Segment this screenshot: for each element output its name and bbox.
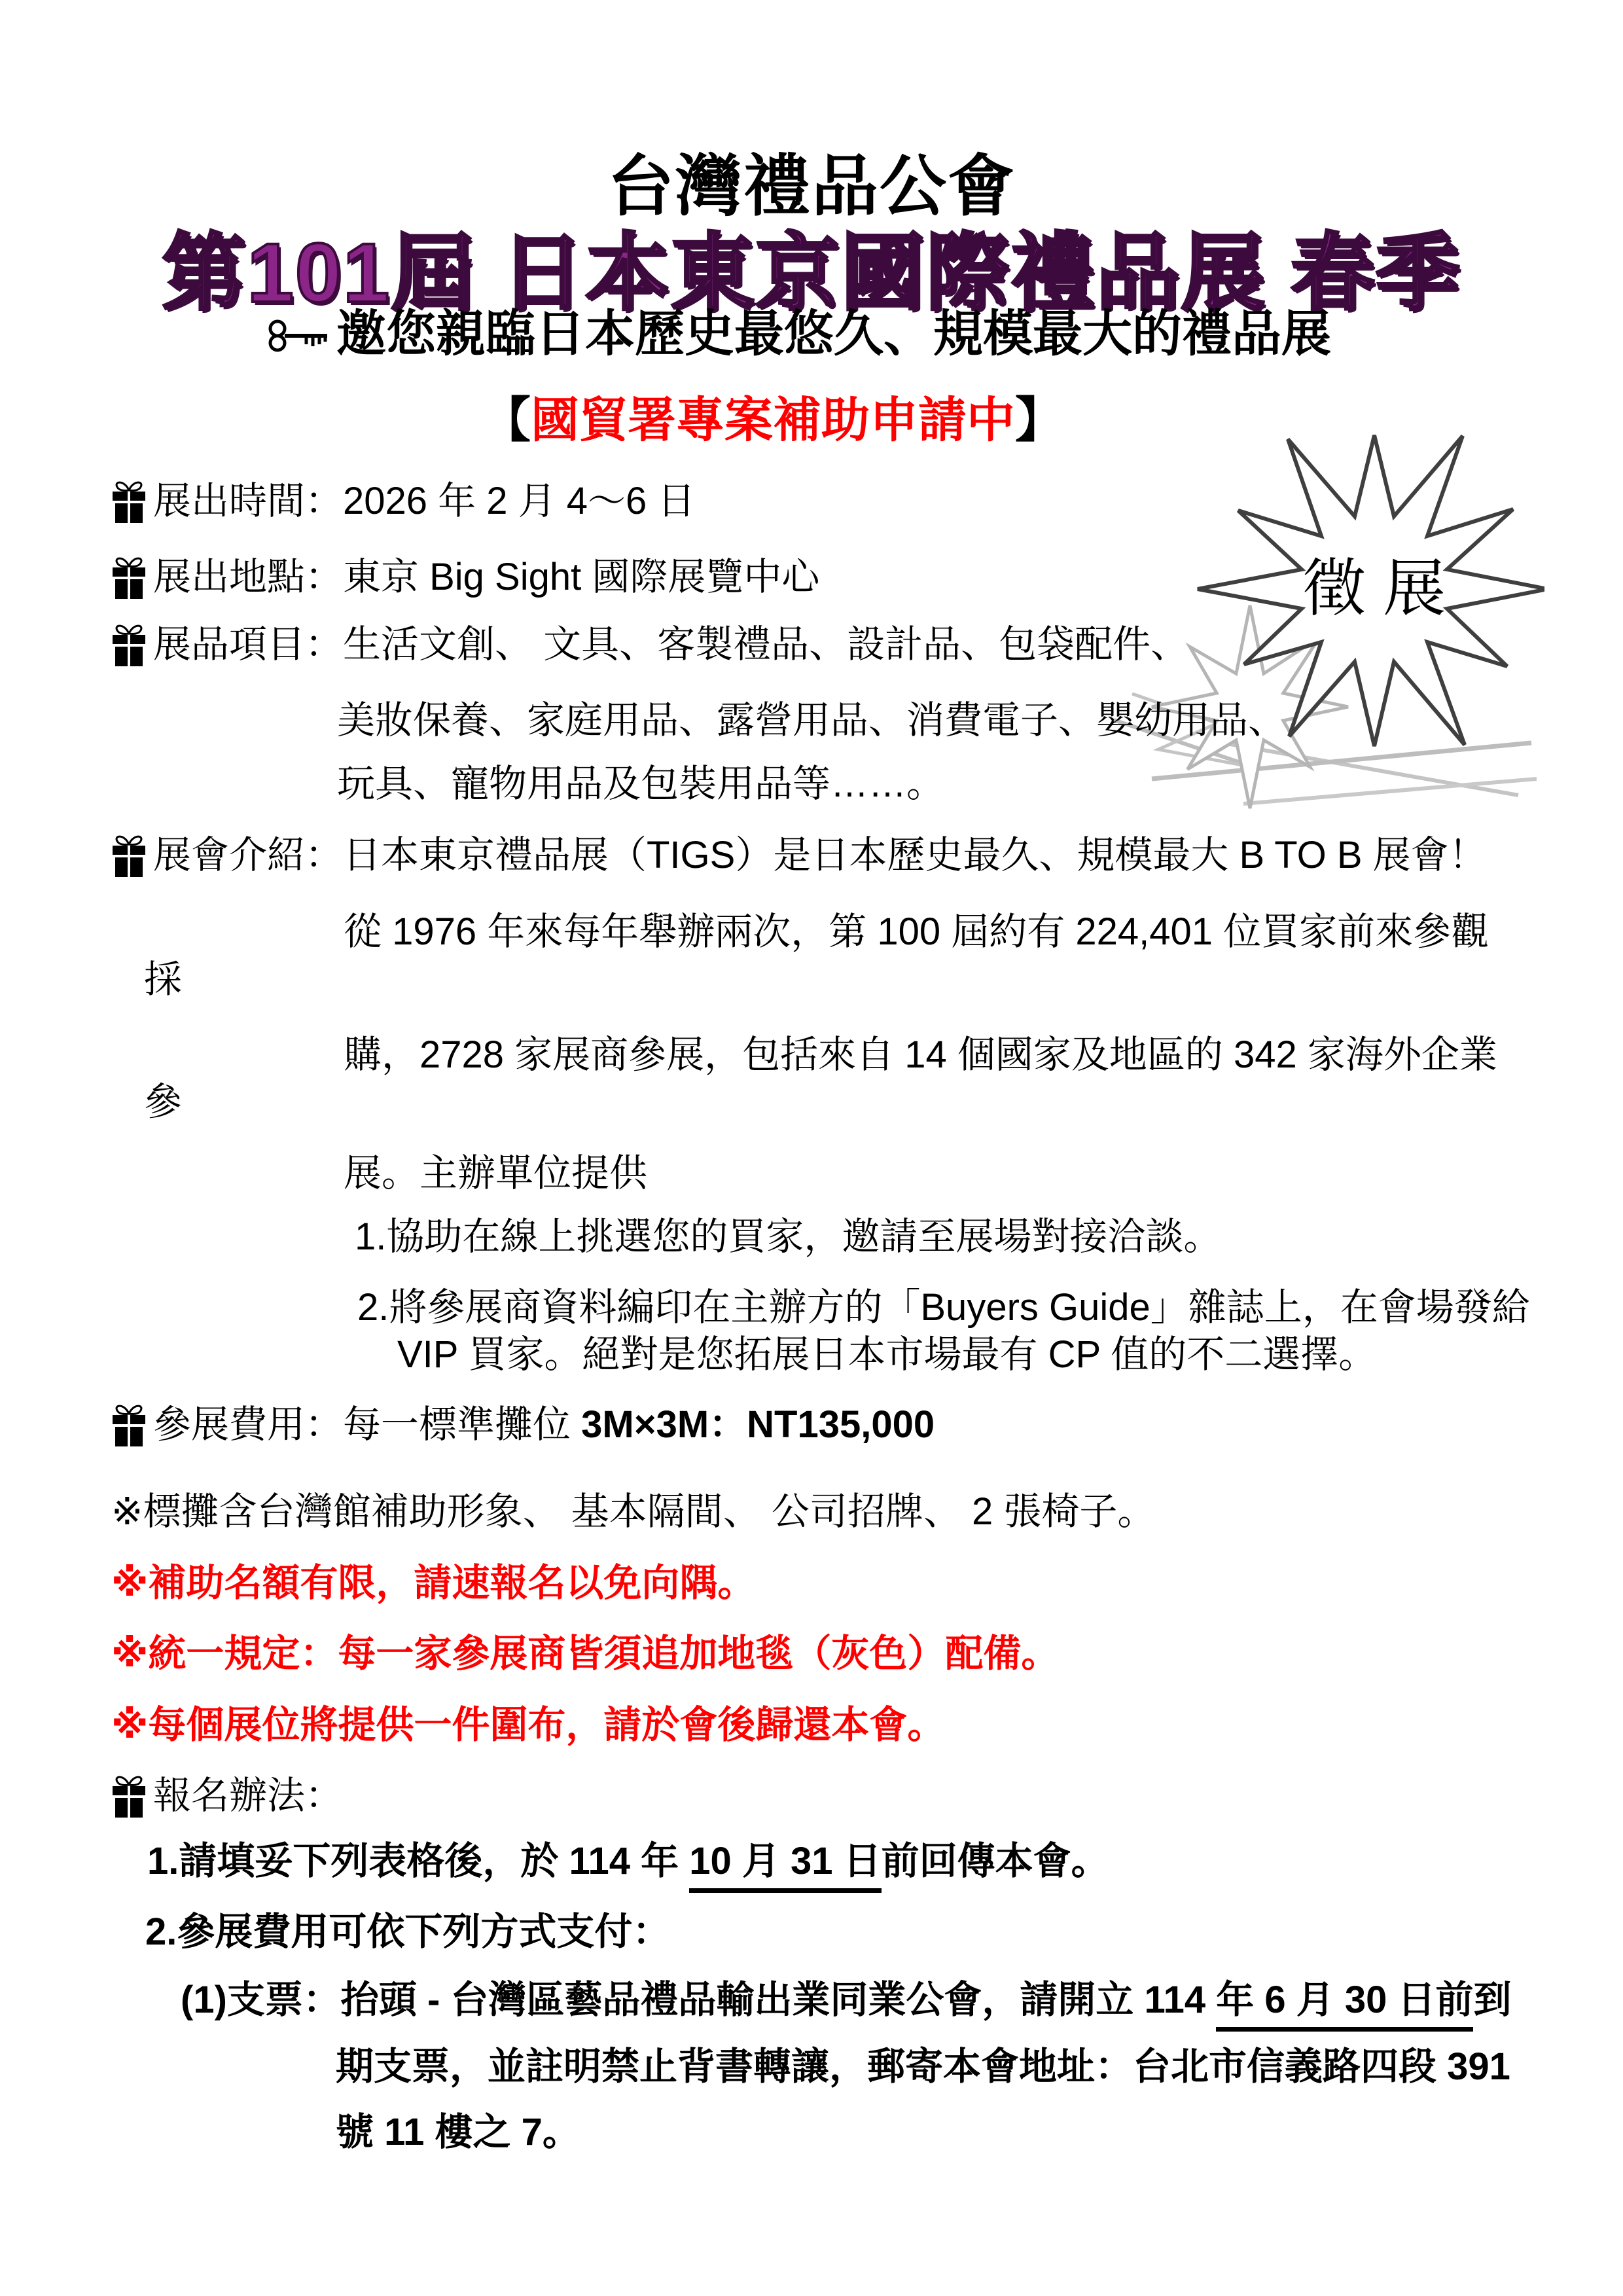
organizer-point-2b: VIP 買家。絕對是您拓展日本市場最有 CP 值的不二選擇。 xyxy=(397,1333,1377,1376)
gift-icon xyxy=(111,554,147,600)
payment-check-line1 xyxy=(181,1975,1511,2025)
subsidy-banner xyxy=(482,393,1063,448)
call-for-exhibitors-badge xyxy=(1113,412,1544,818)
signup-step-2: 2.參展費用可依下列方式支付： xyxy=(145,1910,671,1953)
signup-label-line xyxy=(111,1771,343,1821)
payment-check-post: 到 xyxy=(1473,1979,1512,2021)
payment-check-line2: 期支票，並註明禁止背書轉讓，郵寄本會地址：台北市信義路四段 391 xyxy=(336,2045,1510,2088)
payment-check-line3: 號 11 樓之 7。 xyxy=(336,2111,580,2153)
gift-icon xyxy=(111,478,147,524)
banner-close-bracket: 】 xyxy=(1015,393,1063,447)
signup-step1-post: 前回傳本會。 xyxy=(881,1840,1109,1882)
exhibit-items-cont2: 玩具、寵物用品及包裝用品等……。 xyxy=(337,762,945,805)
badge-text: 徵 展 xyxy=(1302,554,1446,624)
intro-wrap-char1: 採 xyxy=(144,958,183,1001)
exhibit-items-text: 展品項目：生活文創、 文具、客製禮品、設計品、包袋配件、 xyxy=(153,623,1189,666)
gift-icon xyxy=(111,1773,147,1819)
signup-step1-pre: 1.請填妥下列表格後，於 114 年 xyxy=(147,1840,690,1882)
intro-text: 展會介紹：日本東京禮品展（TIGS）是日本歷史最久、規模最大 B TO B 展會！ xyxy=(153,834,1487,876)
fee-text-bold: 3M×3M：NT135,000 xyxy=(581,1403,935,1446)
intro-line xyxy=(111,831,1487,880)
banner-open-bracket: 【 xyxy=(482,393,531,447)
intro-line3: 購，2728 家展商參展，包括來自 14 個國家及地區的 342 家海外企業 xyxy=(344,1033,1497,1076)
fee-text-pre: 參展費用：每一標準攤位 xyxy=(153,1403,582,1446)
organizer-point-1: 1.協助在線上挑選您的買家，邀請至展場對接洽談。 xyxy=(355,1215,1222,1258)
exhibit-items-line xyxy=(111,620,1188,670)
exhibit-place-text: 展出地點：東京 Big Sight 國際展覽中心 xyxy=(153,556,820,598)
note-carpet-rule: ※統一規定：每一家參展商皆須追加地毯（灰色）配備。 xyxy=(111,1632,1060,1675)
intro-line2: 從 1976 年來每年舉辦兩次，第 100 屆約有 224,401 位買家前來參觀 xyxy=(344,910,1489,953)
banner-text: 國貿署專案補助申請中 xyxy=(531,393,1015,447)
exhibit-time-line xyxy=(111,476,695,526)
note-subsidy-limit: ※補助名額有限，請速報名以免向隅。 xyxy=(111,1562,756,1604)
signup-step-1 xyxy=(147,1837,1109,1886)
intro-wrap-char2: 參 xyxy=(144,1081,183,1123)
gift-icon xyxy=(111,833,147,878)
exhibit-items-cont1: 美妝保養、家庭用品、露營用品、消費電子、嬰幼用品、 xyxy=(337,699,1287,742)
organizer-point-2a: 2.將參展商資料編印在主辦方的「Buyers Guide」雜誌上，在會場發給 xyxy=(357,1286,1530,1329)
signup-label-text: 報名辦法： xyxy=(153,1774,344,1817)
fee-text xyxy=(153,1400,935,1450)
gift-icon xyxy=(111,1402,147,1448)
exhibit-place-line xyxy=(111,552,819,602)
event-title: 第101屆 日本東京國際禮品展 春季 xyxy=(162,226,1461,320)
note-cloth-return: ※每個展位將提供一件圍布，請於會後歸還本會。 xyxy=(111,1704,946,1746)
exhibit-time-text: 展出時間：2026 年 2 月 4～6 日 xyxy=(153,480,696,522)
gift-icon xyxy=(111,622,147,668)
intro-line4: 展。主辦單位提供 xyxy=(344,1152,648,1194)
fee-line xyxy=(111,1400,935,1450)
subtitle-line xyxy=(267,306,1331,363)
association-title: 台灣禮品公會 xyxy=(607,149,1016,224)
key-icon xyxy=(267,315,330,357)
signup-step1-deadline: 10 月 31 日 xyxy=(689,1840,881,1893)
subtitle-text: 邀您親臨日本歷史最悠久、規模最大的禮品展 xyxy=(336,306,1331,362)
payment-check-deadline: 年 6 月 30 日前 xyxy=(1216,1979,1473,2032)
note-booth-includes: ※標攤含台灣館補助形象、 基本隔間、 公司招牌、 2 張椅子。 xyxy=(111,1490,1156,1533)
payment-check-pre: (1)支票：抬頭 - 台灣區藝品禮品輸出業同業公會，請開立 114 xyxy=(181,1979,1217,2021)
